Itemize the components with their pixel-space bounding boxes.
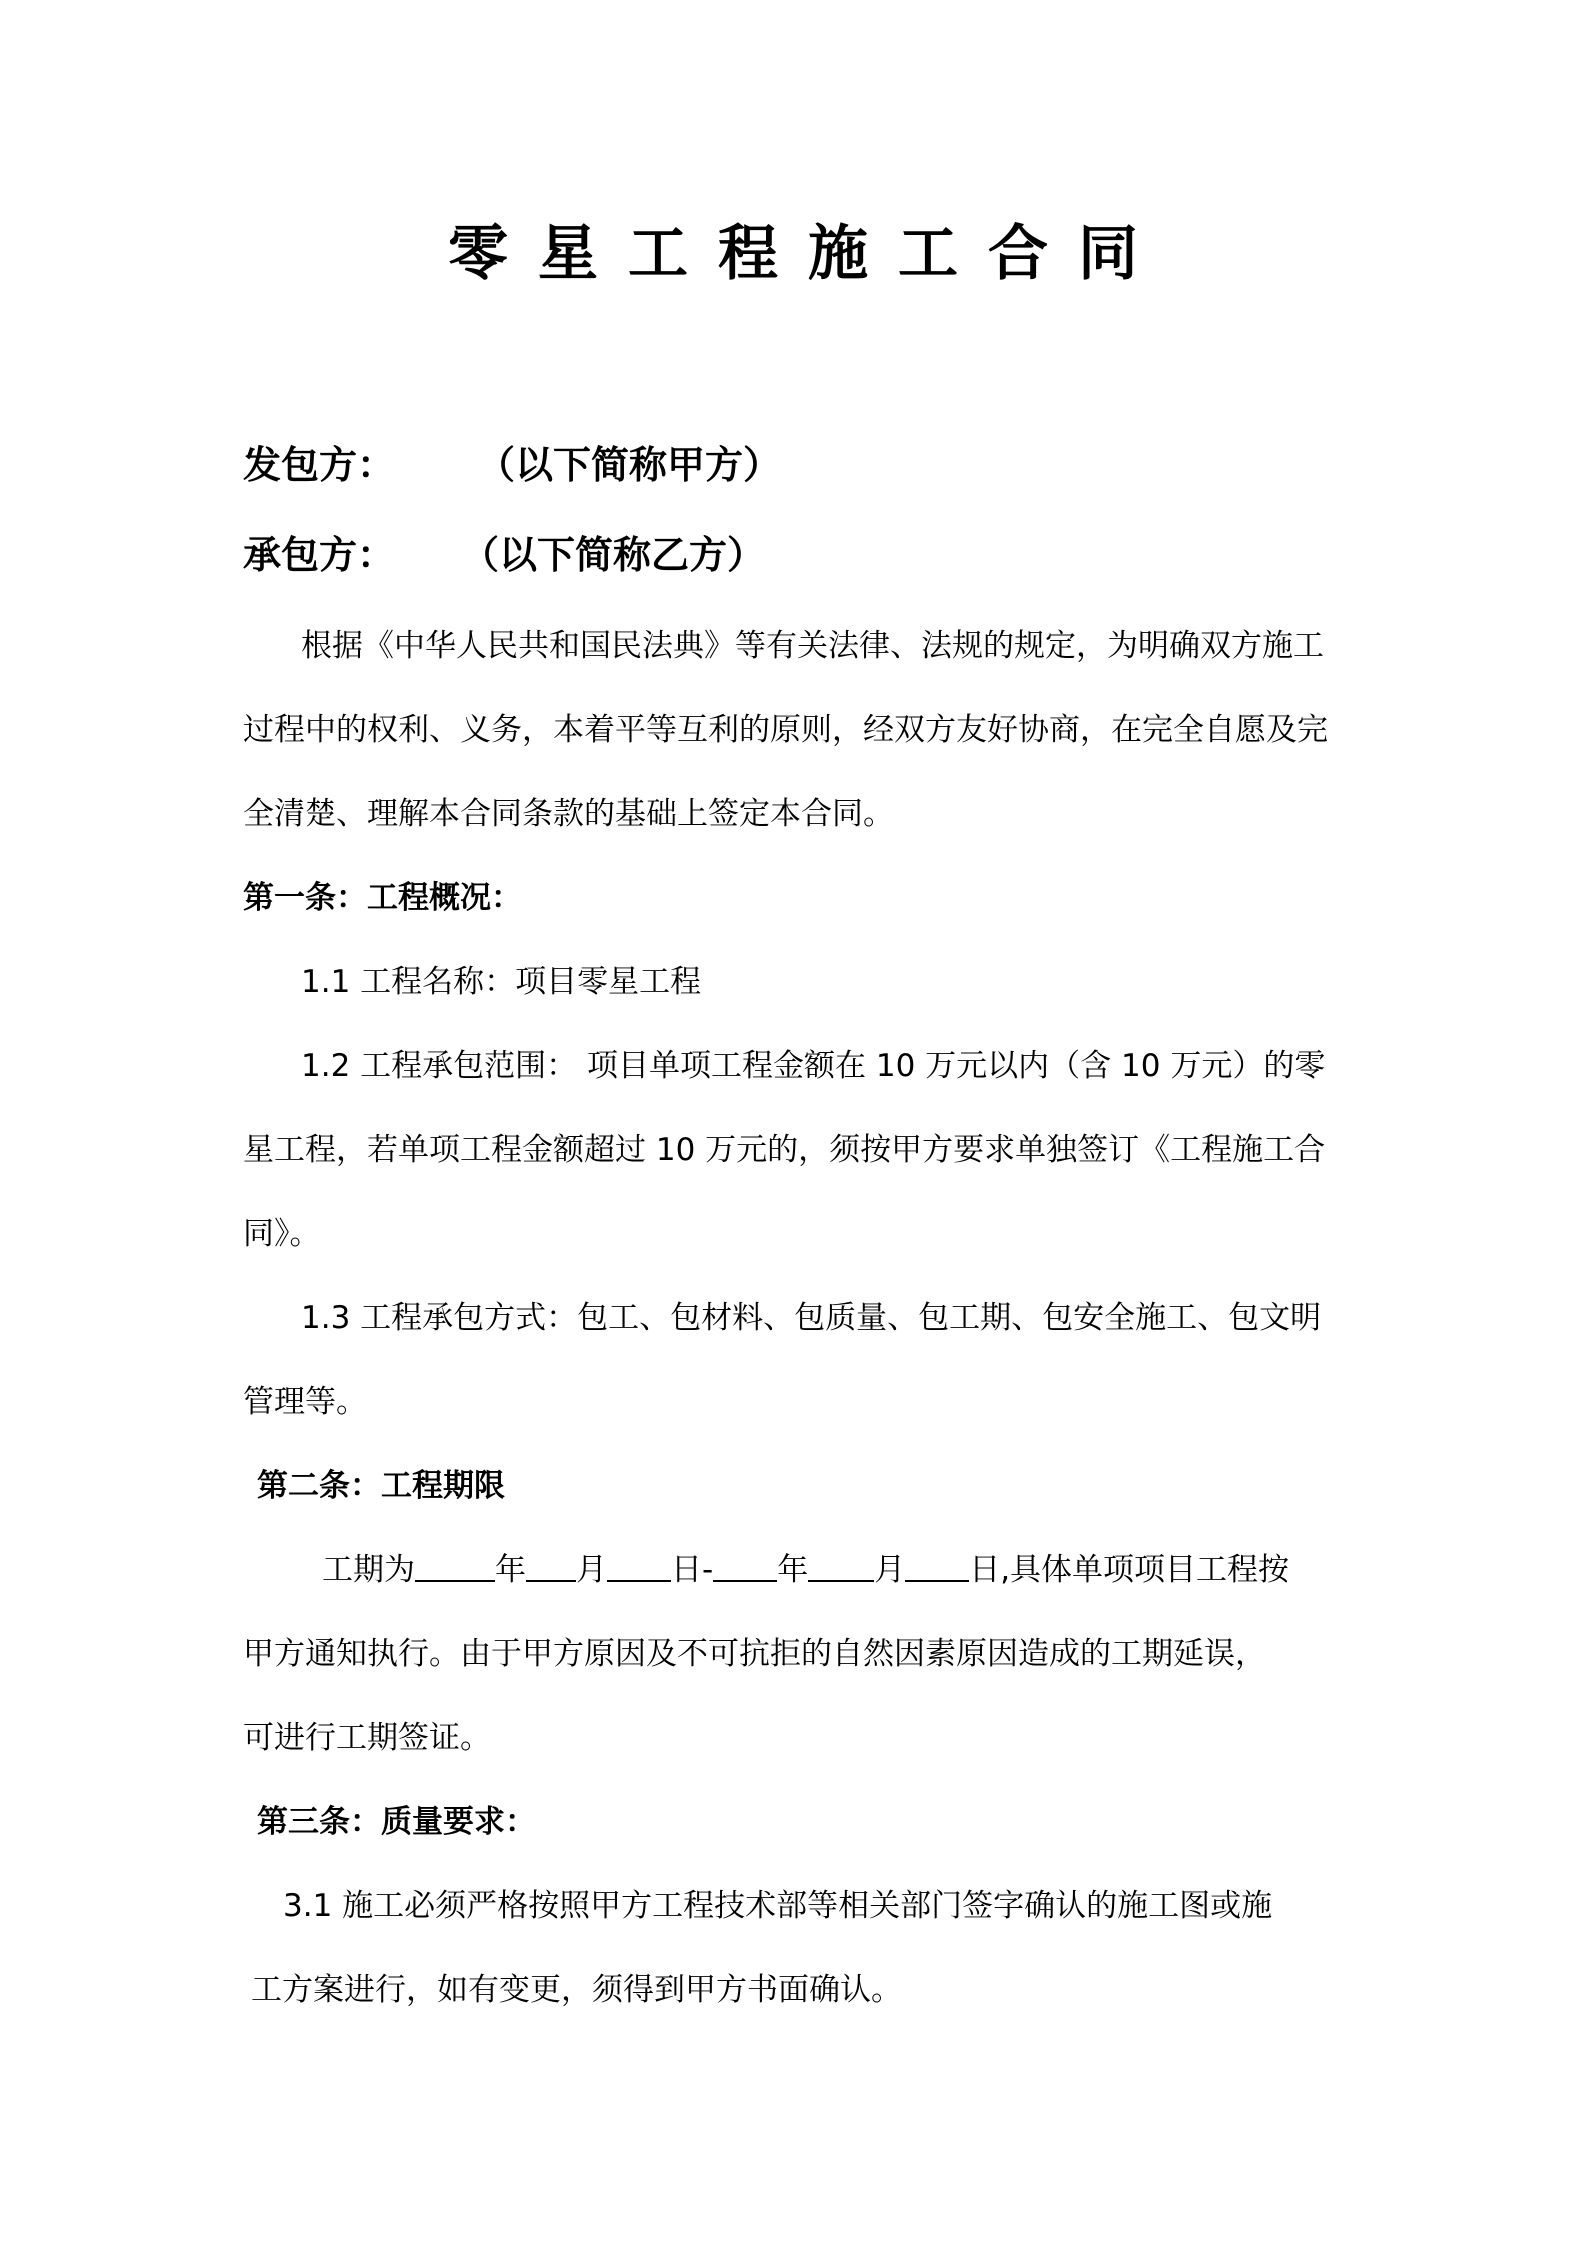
- day2-label: 日: [969, 1552, 1001, 1588]
- employer-line: [243, 440, 781, 490]
- month-label: 月: [576, 1552, 607, 1588]
- contractor-label: 承包方：: [243, 533, 396, 577]
- period-prefix: 工期为: [322, 1552, 415, 1588]
- article2-line-1: 甲方通知执行。由于甲方原因及不可抗拒的自然因素原因造成的工期延误，: [243, 1636, 1266, 1672]
- item-1-2-line-1: 1.2 工程承包范围： 项目单项工程金额在 10 万元以内（含 10 万元）的零: [301, 1048, 1326, 1084]
- year-label: 年: [495, 1552, 526, 1588]
- employer-note: （以下简称甲方）: [477, 443, 782, 487]
- preamble-line-2: 过程中的权利、义务，本着平等互利的原则，经双方友好协商，在完全自愿及完: [243, 712, 1328, 748]
- item-1-1: 1.1 工程名称：项目零星工程: [301, 964, 702, 1000]
- preamble-line-3: 全清楚、理解本合同条款的基础上签定本合同。: [243, 796, 894, 832]
- contractor-note: （以下简称乙方）: [461, 533, 766, 577]
- year2-label: 年: [777, 1552, 809, 1588]
- month2-blank[interactable]: [808, 1550, 874, 1582]
- item-1-3-line-2: 管理等。: [243, 1384, 367, 1420]
- article1-heading: 第一条：工程概况：: [243, 880, 522, 916]
- month2-label: 月: [874, 1552, 906, 1588]
- article2-heading: 第二条：工程期限: [257, 1468, 505, 1504]
- item-1-2-line-2: 星工程，若单项工程金额超过 10 万元的，须按甲方要求单独签订《工程施工合: [243, 1132, 1326, 1168]
- article2-line-2: 可进行工期签证。: [243, 1720, 491, 1756]
- period-line: [322, 1550, 1289, 1590]
- period-suffix: ,具体单项项目工程按: [1000, 1552, 1290, 1588]
- item-1-2-line-3: 同》。: [243, 1216, 321, 1252]
- item-3-1-line-1: 3.1 施工必须严格按照甲方工程技术部等相关部门签字确认的施工图或施: [283, 1888, 1273, 1924]
- day-blank[interactable]: [607, 1550, 671, 1582]
- article3-heading: 第三条：质量要求：: [257, 1804, 536, 1840]
- month-blank[interactable]: [526, 1550, 576, 1582]
- day2-blank[interactable]: [905, 1550, 969, 1582]
- employer-label: 发包方：: [243, 443, 396, 487]
- item-1-3-line-1: 1.3 工程承包方式：包工、包材料、包质量、包工期、包安全施工、包文明: [301, 1300, 1322, 1336]
- contractor-line: [243, 530, 765, 580]
- day-label: 日-: [671, 1552, 714, 1588]
- preamble-line-1: 根据《中华人民共和国民法典》等有关法律、法规的规定，为明确双方施工: [301, 628, 1324, 664]
- item-3-1-line-2: 工方案进行，如有变更，须得到甲方书面确认。: [251, 1972, 902, 2008]
- year2-blank[interactable]: [713, 1550, 777, 1582]
- document-title: 零星工程施工合同: [448, 219, 1168, 289]
- year-blank[interactable]: [415, 1550, 495, 1582]
